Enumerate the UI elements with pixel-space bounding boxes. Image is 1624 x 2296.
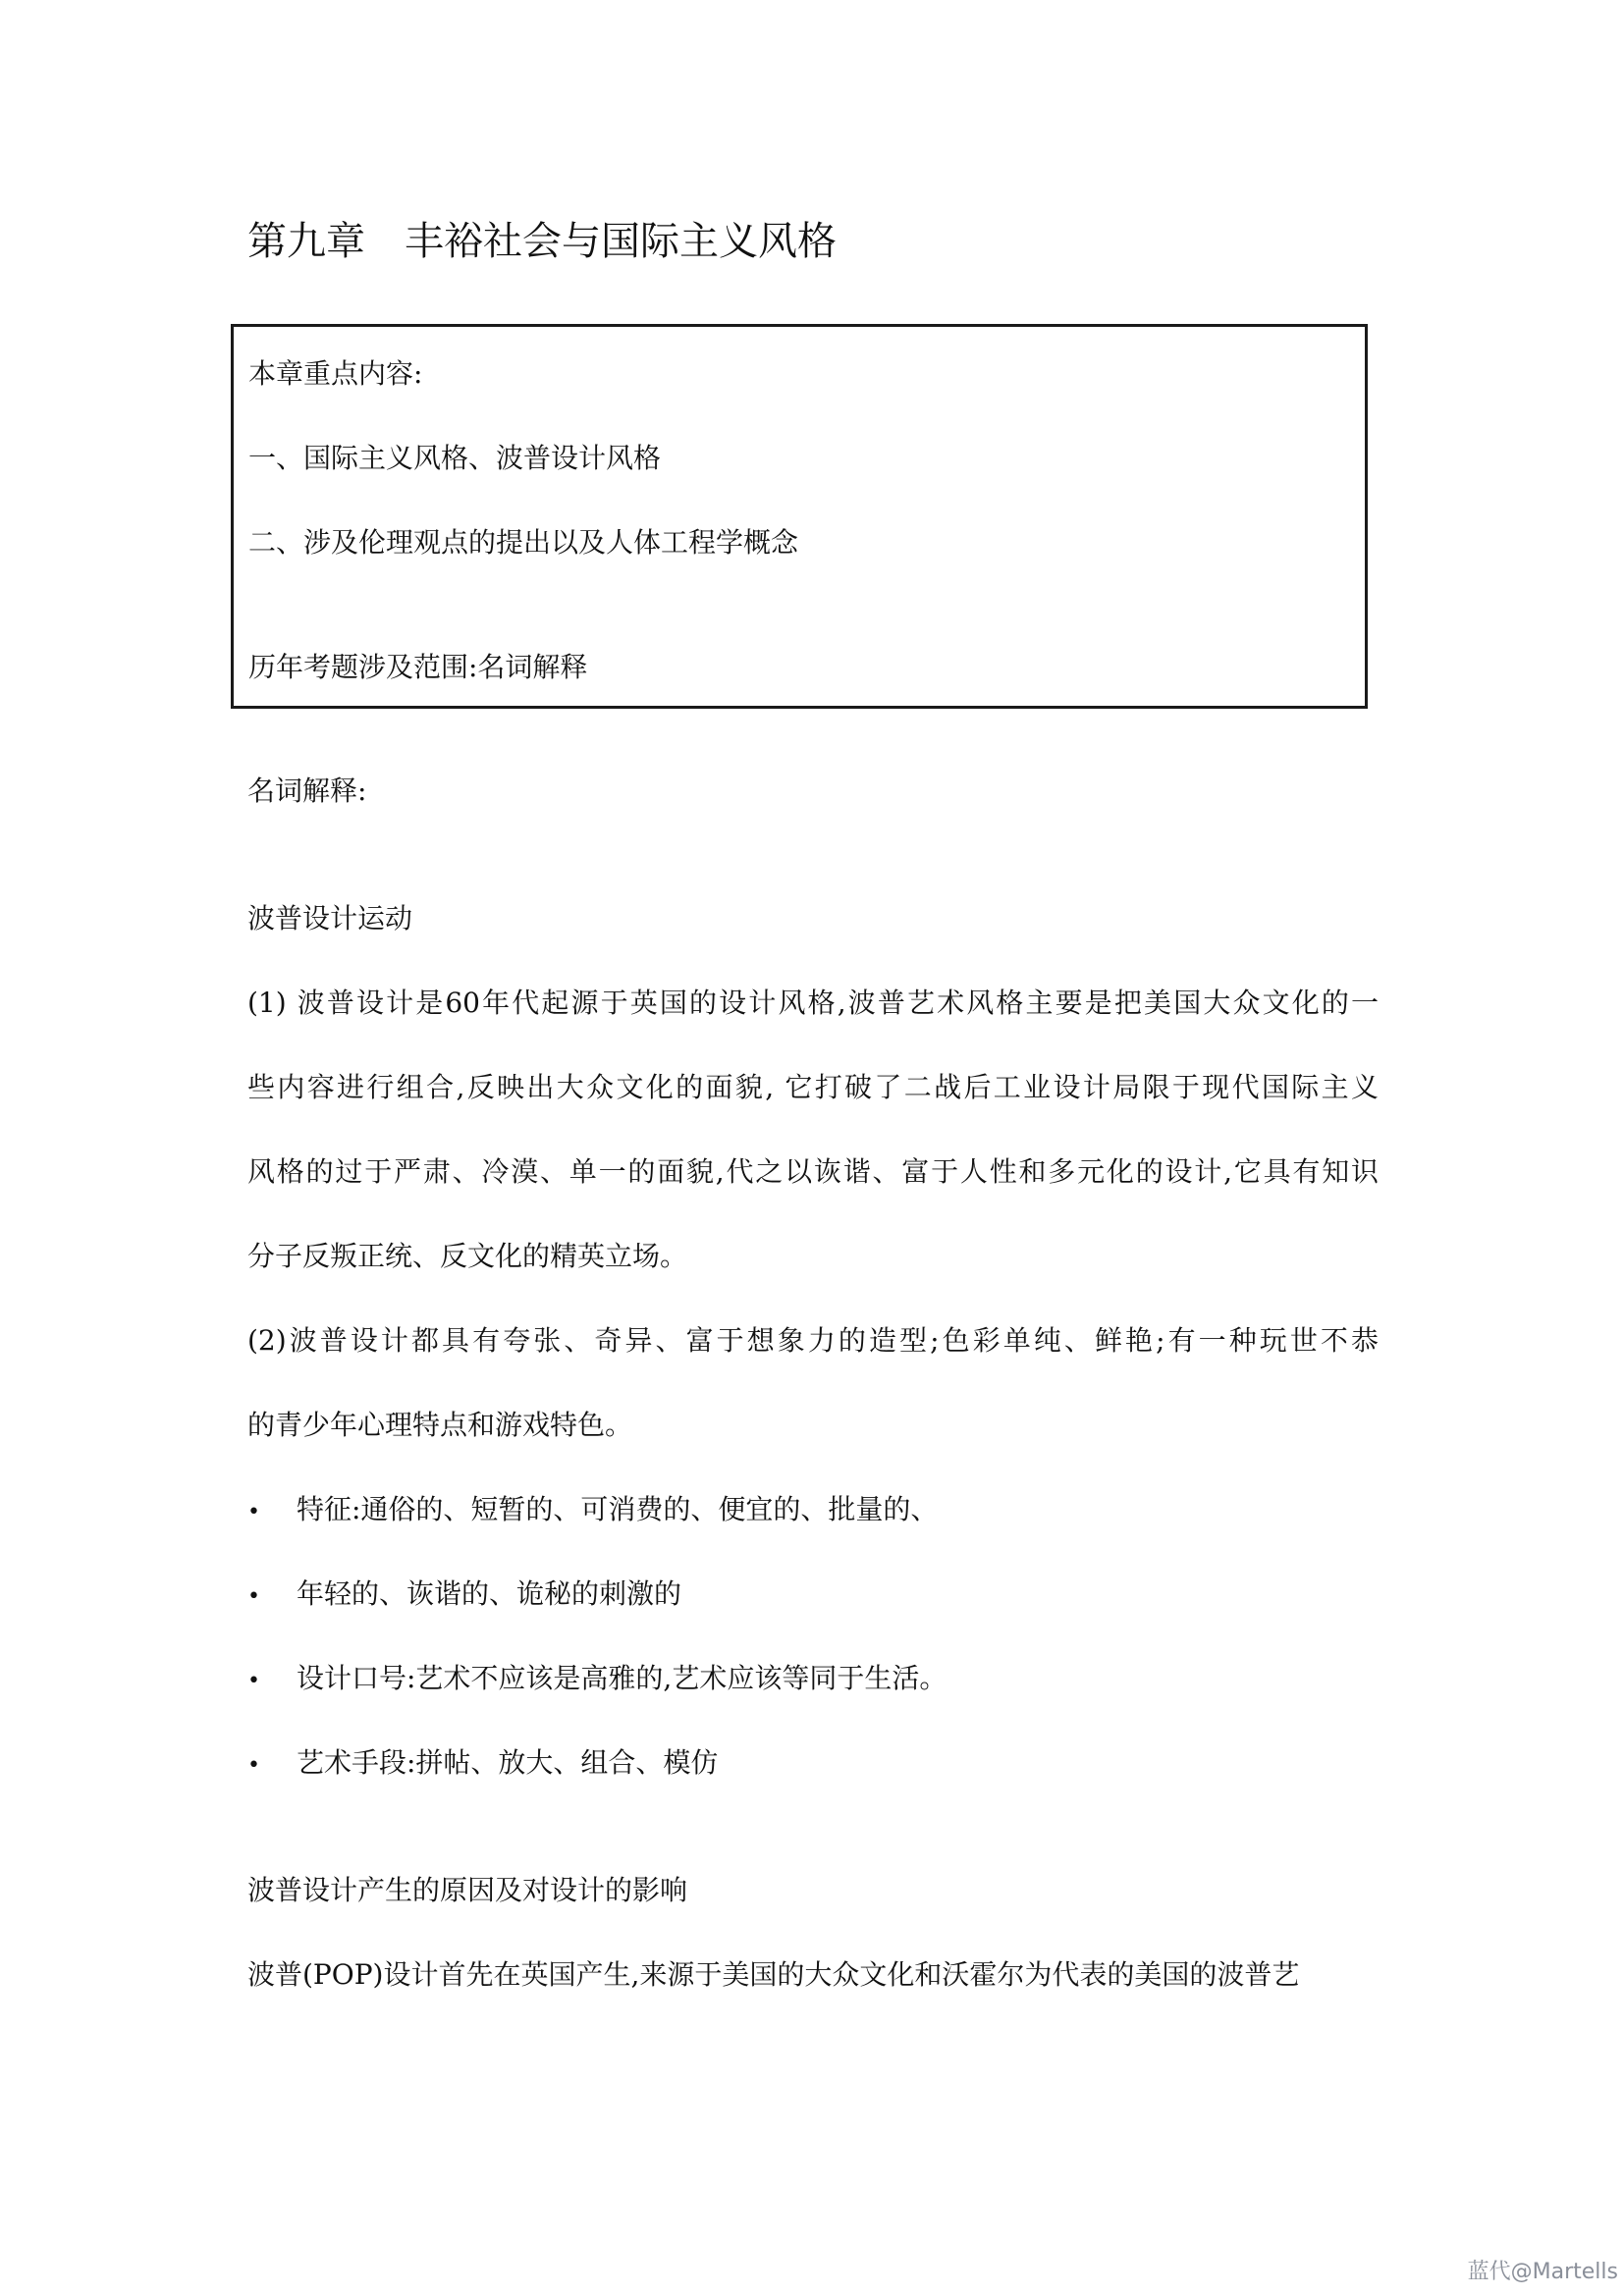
key-point-item: 二、涉及伦理观点的提出以及人体工程学概念 — [248, 526, 799, 559]
bullet-text: 艺术手段:拼帖、放大、组合、模仿 — [297, 1746, 719, 1779]
paragraph-line: 风格的过于严肃、冷漠、单一的面貌,代之以诙谐、富于人性和多元化的设计,它具有知识 — [247, 1155, 1379, 1188]
bullet-item — [247, 1659, 947, 1701]
key-points-box — [231, 324, 1368, 709]
exam-scope: 历年考题涉及范围:名词解释 — [248, 651, 588, 683]
section-label: 名词解释: — [247, 774, 367, 807]
chapter-number: 第九章 — [247, 219, 365, 264]
bullet-text: 特征:通俗的、短暂的、可消费的、便宜的、批量的、 — [297, 1493, 939, 1525]
chapter-name: 丰裕社会与国际主义风格 — [405, 219, 837, 264]
watermark: 蓝代@Martells — [1467, 2260, 1618, 2284]
paragraph-line: (2)波普设计都具有夸张、奇异、富于想象力的造型;色彩单纯、鲜艳;有一种玩世不恭 — [247, 1324, 1379, 1357]
key-points-heading: 本章重点内容: — [248, 357, 423, 390]
paragraph-line: (1) 波普设计是60年代起源于英国的设计风格,波普艺术风格主要是把美国大众文化的一 — [247, 987, 1379, 1019]
bullet-icon: • — [247, 1669, 260, 1693]
paragraph-line: 些内容进行组合,反映出大众文化的面貌, 它打破了二战后工业设计局限于现代国际主义 — [247, 1071, 1379, 1103]
chapter-title — [247, 214, 837, 269]
key-point-item: 一、国际主义风格、波普设计风格 — [248, 442, 662, 474]
bullet-text: 设计口号:艺术不应该是高雅的,艺术应该等同于生活。 — [297, 1662, 947, 1694]
term-title: 波普设计运动 — [247, 902, 413, 934]
paragraph-line: 波普(POP)设计首先在英国产生,来源于美国的大众文化和沃霍尔为代表的美国的波普艺 — [247, 1958, 1300, 1991]
paragraph-line: 的青少年心理特点和游戏特色。 — [247, 1409, 633, 1441]
bullet-item — [247, 1743, 718, 1786]
bullet-icon: • — [247, 1753, 260, 1778]
term-title: 波普设计产生的原因及对设计的影响 — [247, 1874, 688, 1906]
bullet-text: 年轻的、诙谐的、诡秘的刺激的 — [297, 1577, 682, 1610]
paragraph-line: 分子反叛正统、反文化的精英立场。 — [247, 1240, 688, 1272]
bullet-item — [247, 1490, 938, 1532]
bullet-icon: • — [247, 1584, 260, 1609]
bullet-item — [247, 1575, 681, 1617]
bullet-icon: • — [247, 1500, 260, 1524]
